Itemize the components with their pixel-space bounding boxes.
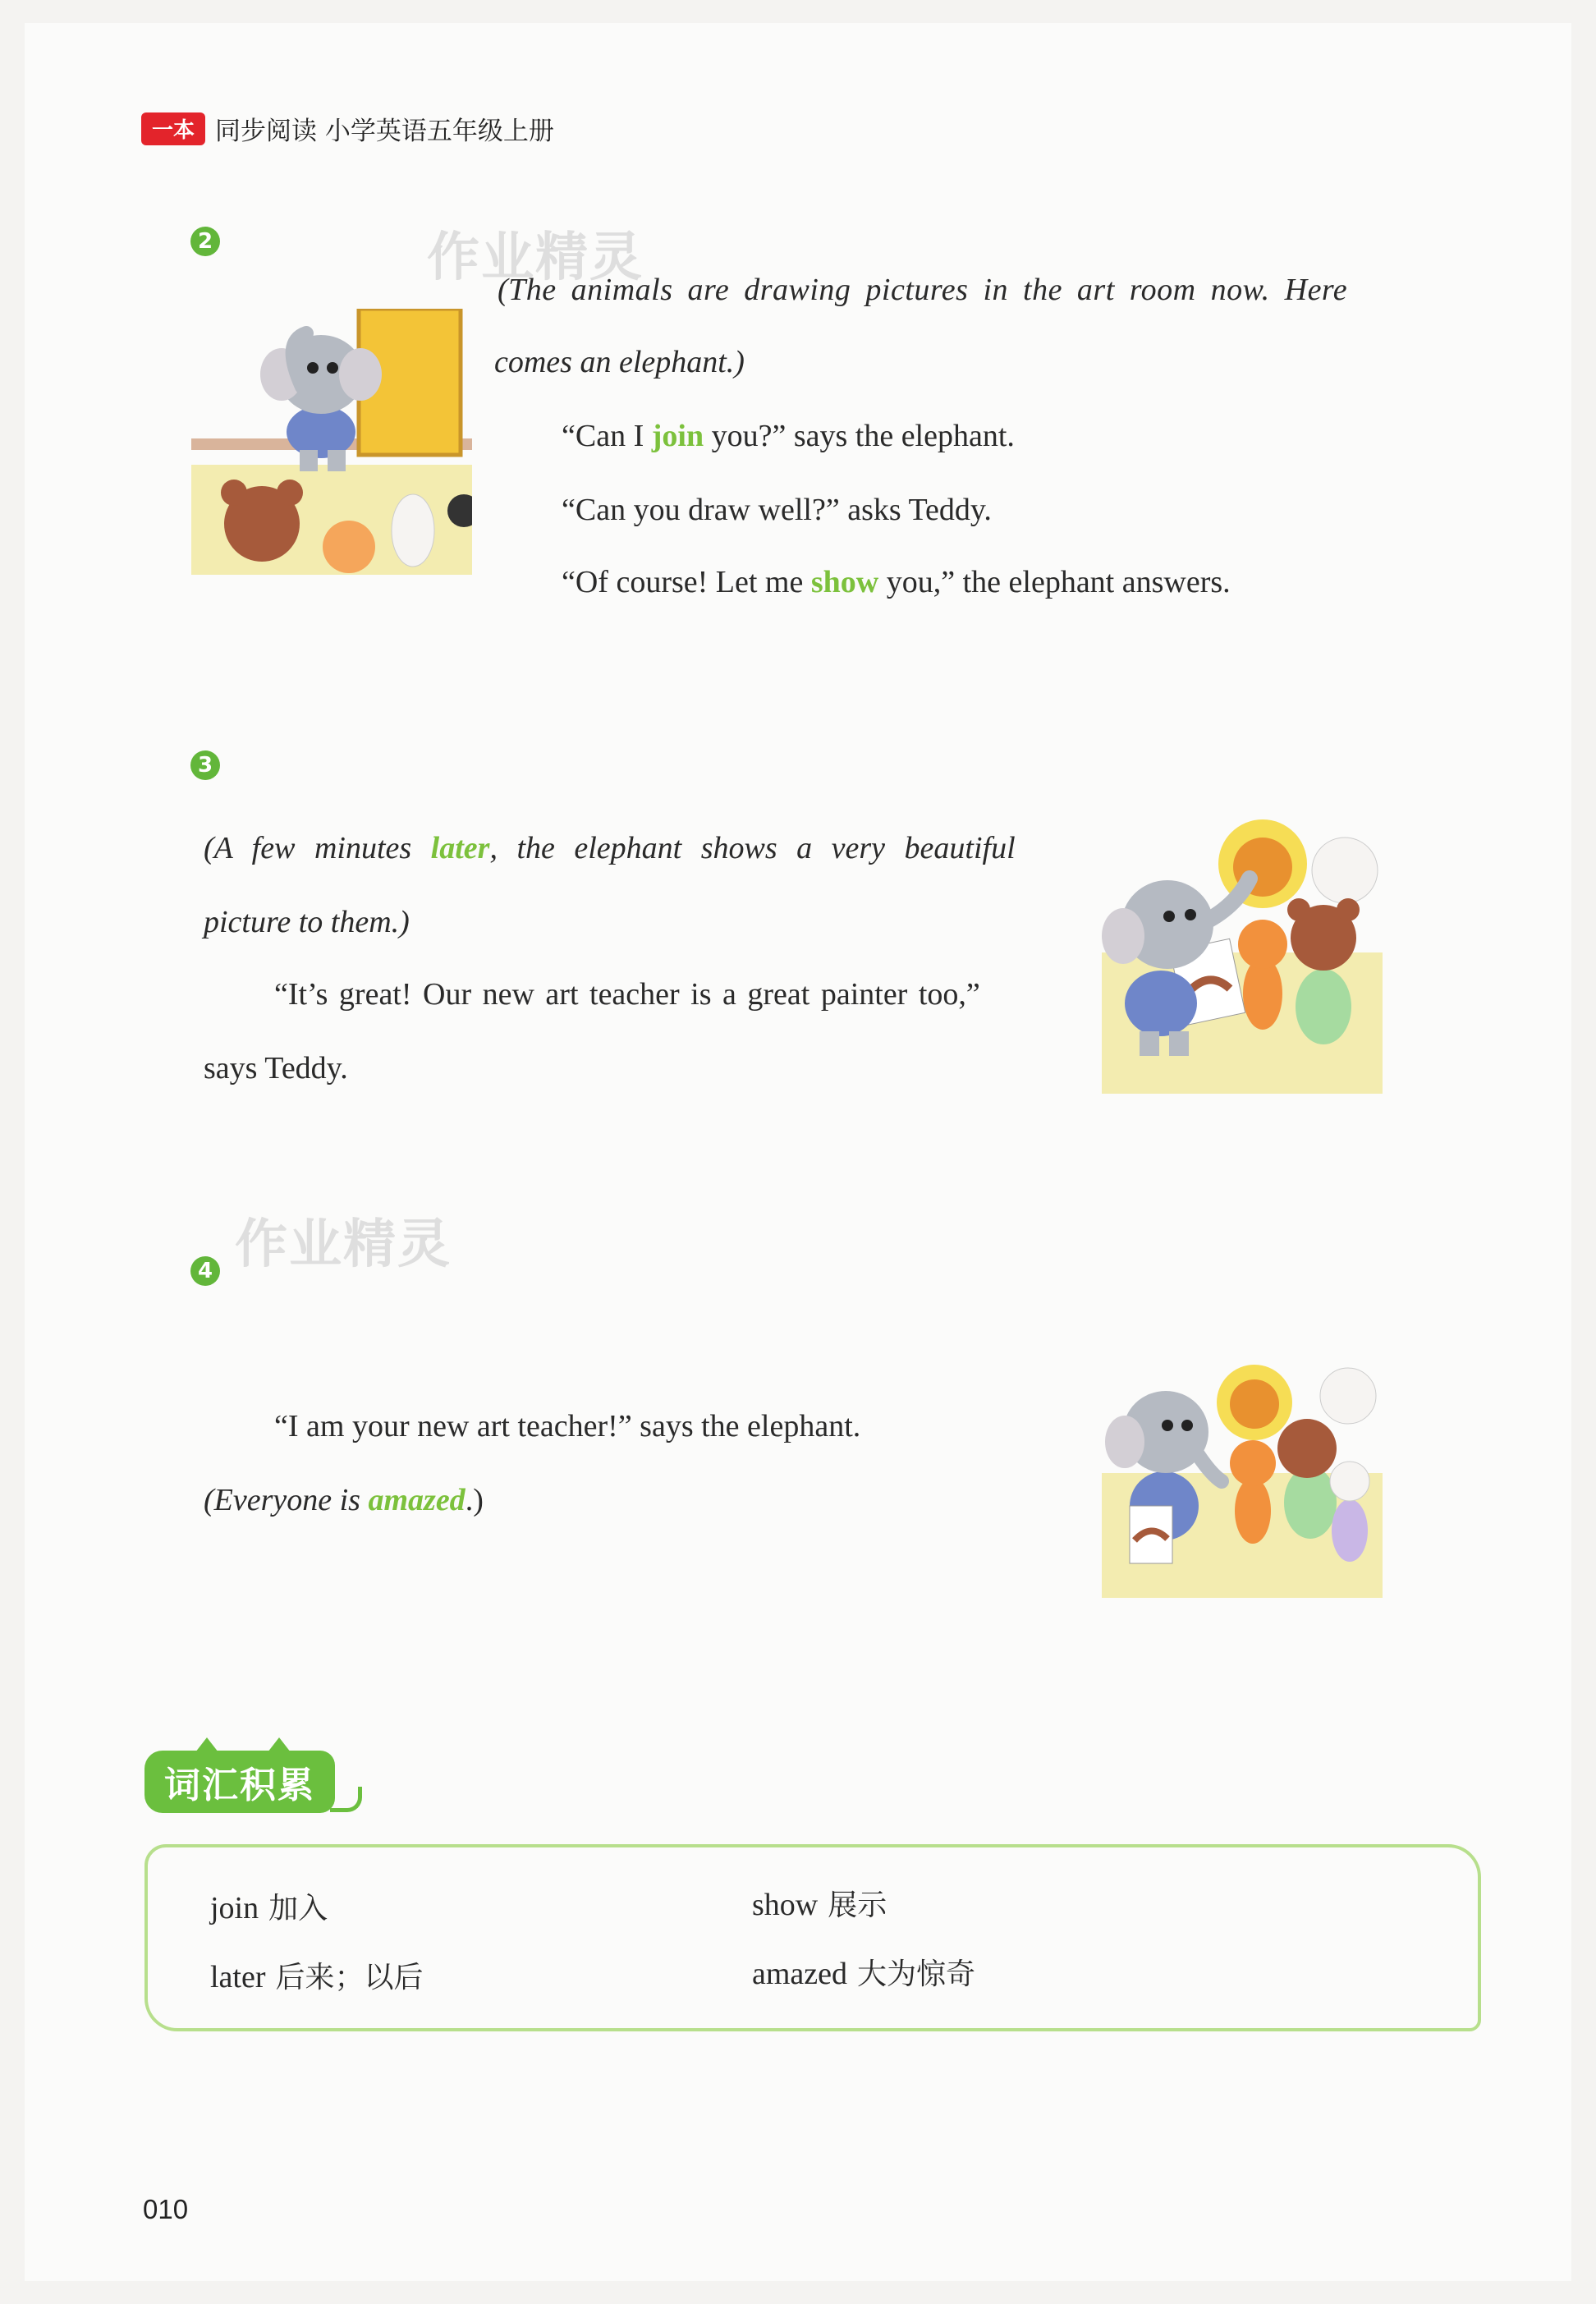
watermark: 作业精灵 xyxy=(427,227,644,288)
narration-line: comes an elephant.) xyxy=(494,345,745,379)
keyword-later: later xyxy=(430,831,490,865)
vocab-en: amazed xyxy=(752,1957,848,1991)
keyword-join: join xyxy=(651,419,704,453)
keyword-show: show xyxy=(810,565,879,599)
watermark: 作业精灵 xyxy=(235,1214,452,1275)
vocab-zh: 后来；以后 xyxy=(275,1961,424,1994)
vocab-item xyxy=(752,1951,975,1993)
narration-line xyxy=(204,1485,484,1516)
elephant-shows-picture-illustration xyxy=(1102,813,1383,1094)
section-number-3: 3 xyxy=(190,750,220,780)
vocab-item xyxy=(752,1882,887,1924)
text-span: (A few minutes xyxy=(204,831,431,865)
text-span: (Everyone is xyxy=(204,1483,369,1517)
text-span: , the elephant shows a very beautiful xyxy=(489,831,1016,865)
brand-logo: 一本 xyxy=(141,112,205,145)
vocab-box xyxy=(144,1844,1481,2031)
vocab-item xyxy=(210,1954,424,1996)
text-span: you?” says the elephant. xyxy=(704,419,1015,453)
section-number-4: 4 xyxy=(190,1256,220,1286)
vocab-zh: 展示 xyxy=(828,1889,887,1922)
dialogue-line: “It’s great! Our new art teacher is a great painter too,” xyxy=(274,977,980,1012)
book-title: 同步阅读 小学英语五年级上册 xyxy=(215,117,554,146)
keyword-amazed: amazed xyxy=(368,1483,466,1517)
dialogue-line xyxy=(562,420,1015,452)
text-span: you,” the elephant answers. xyxy=(878,565,1231,599)
vocab-zh: 加入 xyxy=(268,1892,328,1925)
text-span: “Can I xyxy=(562,419,652,453)
dialogue-line: says Teddy. xyxy=(204,1051,348,1085)
page-number: 010 xyxy=(143,2194,189,2224)
vocab-title: 词汇积累 xyxy=(144,1751,335,1813)
elephant-at-door-illustration xyxy=(191,309,472,575)
page-header xyxy=(141,110,554,147)
vocab-zh: 大为惊奇 xyxy=(857,1957,976,1991)
narration-line: picture to them.) xyxy=(204,905,410,939)
text-span: “Of course! Let me xyxy=(562,565,811,599)
dialogue-line: “I am your new art teacher!” says the elephant. xyxy=(274,1409,861,1443)
narration-line: (The animals are drawing pictures in the art room now. Here xyxy=(498,273,1348,307)
dialogue-line xyxy=(562,567,1231,598)
section-number-2: 2 xyxy=(190,227,220,256)
text-span: .) xyxy=(465,1483,484,1517)
dialogue-line: “Can you draw well?” asks Teddy. xyxy=(562,493,992,527)
vocab-en: later xyxy=(210,1960,266,1994)
everyone-amazed-illustration xyxy=(1102,1350,1383,1598)
vocab-en: show xyxy=(752,1888,819,1922)
narration-line xyxy=(204,833,1016,864)
vocab-item xyxy=(210,1885,328,1927)
vocab-en: join xyxy=(210,1891,259,1925)
